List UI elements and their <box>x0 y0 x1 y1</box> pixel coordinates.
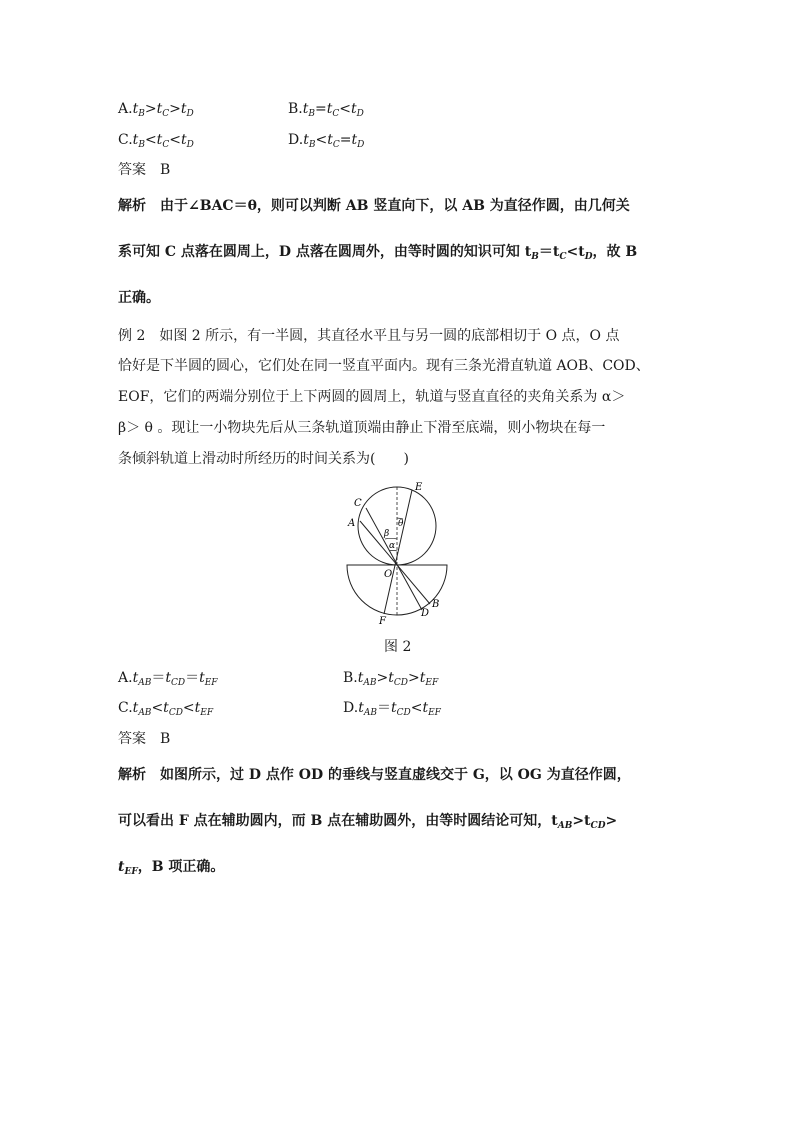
q2-option-d: $D.t_{AB}=t_{CD}<t_{EF}$ <box>343 700 441 718</box>
label-theta: θ <box>398 519 404 529</box>
track-eof <box>384 490 412 614</box>
q1-option-a: $A.t_B>t_C>t_D$ <box>118 101 194 119</box>
track-aob <box>360 521 430 604</box>
q2-stem-line3: EOF，它们的两端分别位于上下两圆的圆周上，轨道与竖直直径的夹角关系为 α＞ <box>118 389 626 405</box>
track-cod <box>366 508 422 610</box>
q2-analysis-line1: 解析 如图所示，过 D 点作 OD 的垂线与竖直虚线交于 G，以 OG 为直径作圆， <box>118 767 631 783</box>
q2-answer: 答案 B <box>118 731 171 747</box>
label-c: C <box>354 498 362 509</box>
q1-answer: 答案 B <box>118 162 171 178</box>
q2-stem-line1: 例 2 如图 2 所示，有一半圆，其直径水平且与另一圆的底部相切于 O 点，O 点 <box>118 328 620 344</box>
label-o: O <box>384 569 393 580</box>
q2-option-c: $C.t_{AB}<t_{CD}<t_{EF}$ <box>118 700 214 718</box>
q2-stem-line5: 条倾斜轨道上滑动时所经历的时间关系为( ) <box>118 451 409 467</box>
label-d: D <box>421 608 430 619</box>
figure-2-diagram <box>340 476 455 626</box>
q1-option-d: $D.t_B<t_C=t_D$ <box>288 132 365 150</box>
figure-caption: 图 2 <box>384 639 412 655</box>
label-b: B <box>432 599 440 610</box>
q2-analysis-line2: 可以看出 F 点在辅助圆内，而 B 点在辅助圆外，由等时圆结论可知，$t_{AB}>t_{CD}>$ <box>118 813 618 831</box>
label-e: E <box>415 482 423 493</box>
q1-option-b: $B.t_B=t_C<t_D$ <box>288 101 364 119</box>
q1-analysis-line3: 正确。 <box>118 290 160 306</box>
q1-option-c: $C.t_B<t_C<t_D$ <box>118 132 194 150</box>
q2-option-b: $B.t_{AB}>t_{CD}>t_{EF}$ <box>343 670 439 688</box>
q2-option-a: $A.t_{AB}=t_{CD}=t_{EF}$ <box>118 670 218 688</box>
label-a: A <box>348 518 356 529</box>
q1-analysis-line1: 解析 由于∠BAC＝θ，则可以判断 AB 竖直向下，以 AB 为直径作圆，由几何关 <box>118 198 630 214</box>
q1-analysis-line2: 系可知 C 点落在圆周上，D 点落在圆周外，由等时圆的知识可知 $t_B=t_C<t_D$，故 B <box>118 244 638 262</box>
q2-stem-line4: β＞ θ 。现让一小物块先后从三条轨道顶端由静止下滑至底端，则小物块在每一 <box>118 420 606 436</box>
q2-stem-line2: 恰好是下半圆的圆心，它们处在同一竖直平面内。现有三条光滑直轨道 AOB、COD、 <box>118 358 650 374</box>
label-beta: β <box>384 529 390 539</box>
q2-analysis-line3: $t_{EF}$，B 项正确。 <box>118 859 225 877</box>
label-f: F <box>379 616 386 626</box>
label-alpha: α <box>389 541 396 551</box>
